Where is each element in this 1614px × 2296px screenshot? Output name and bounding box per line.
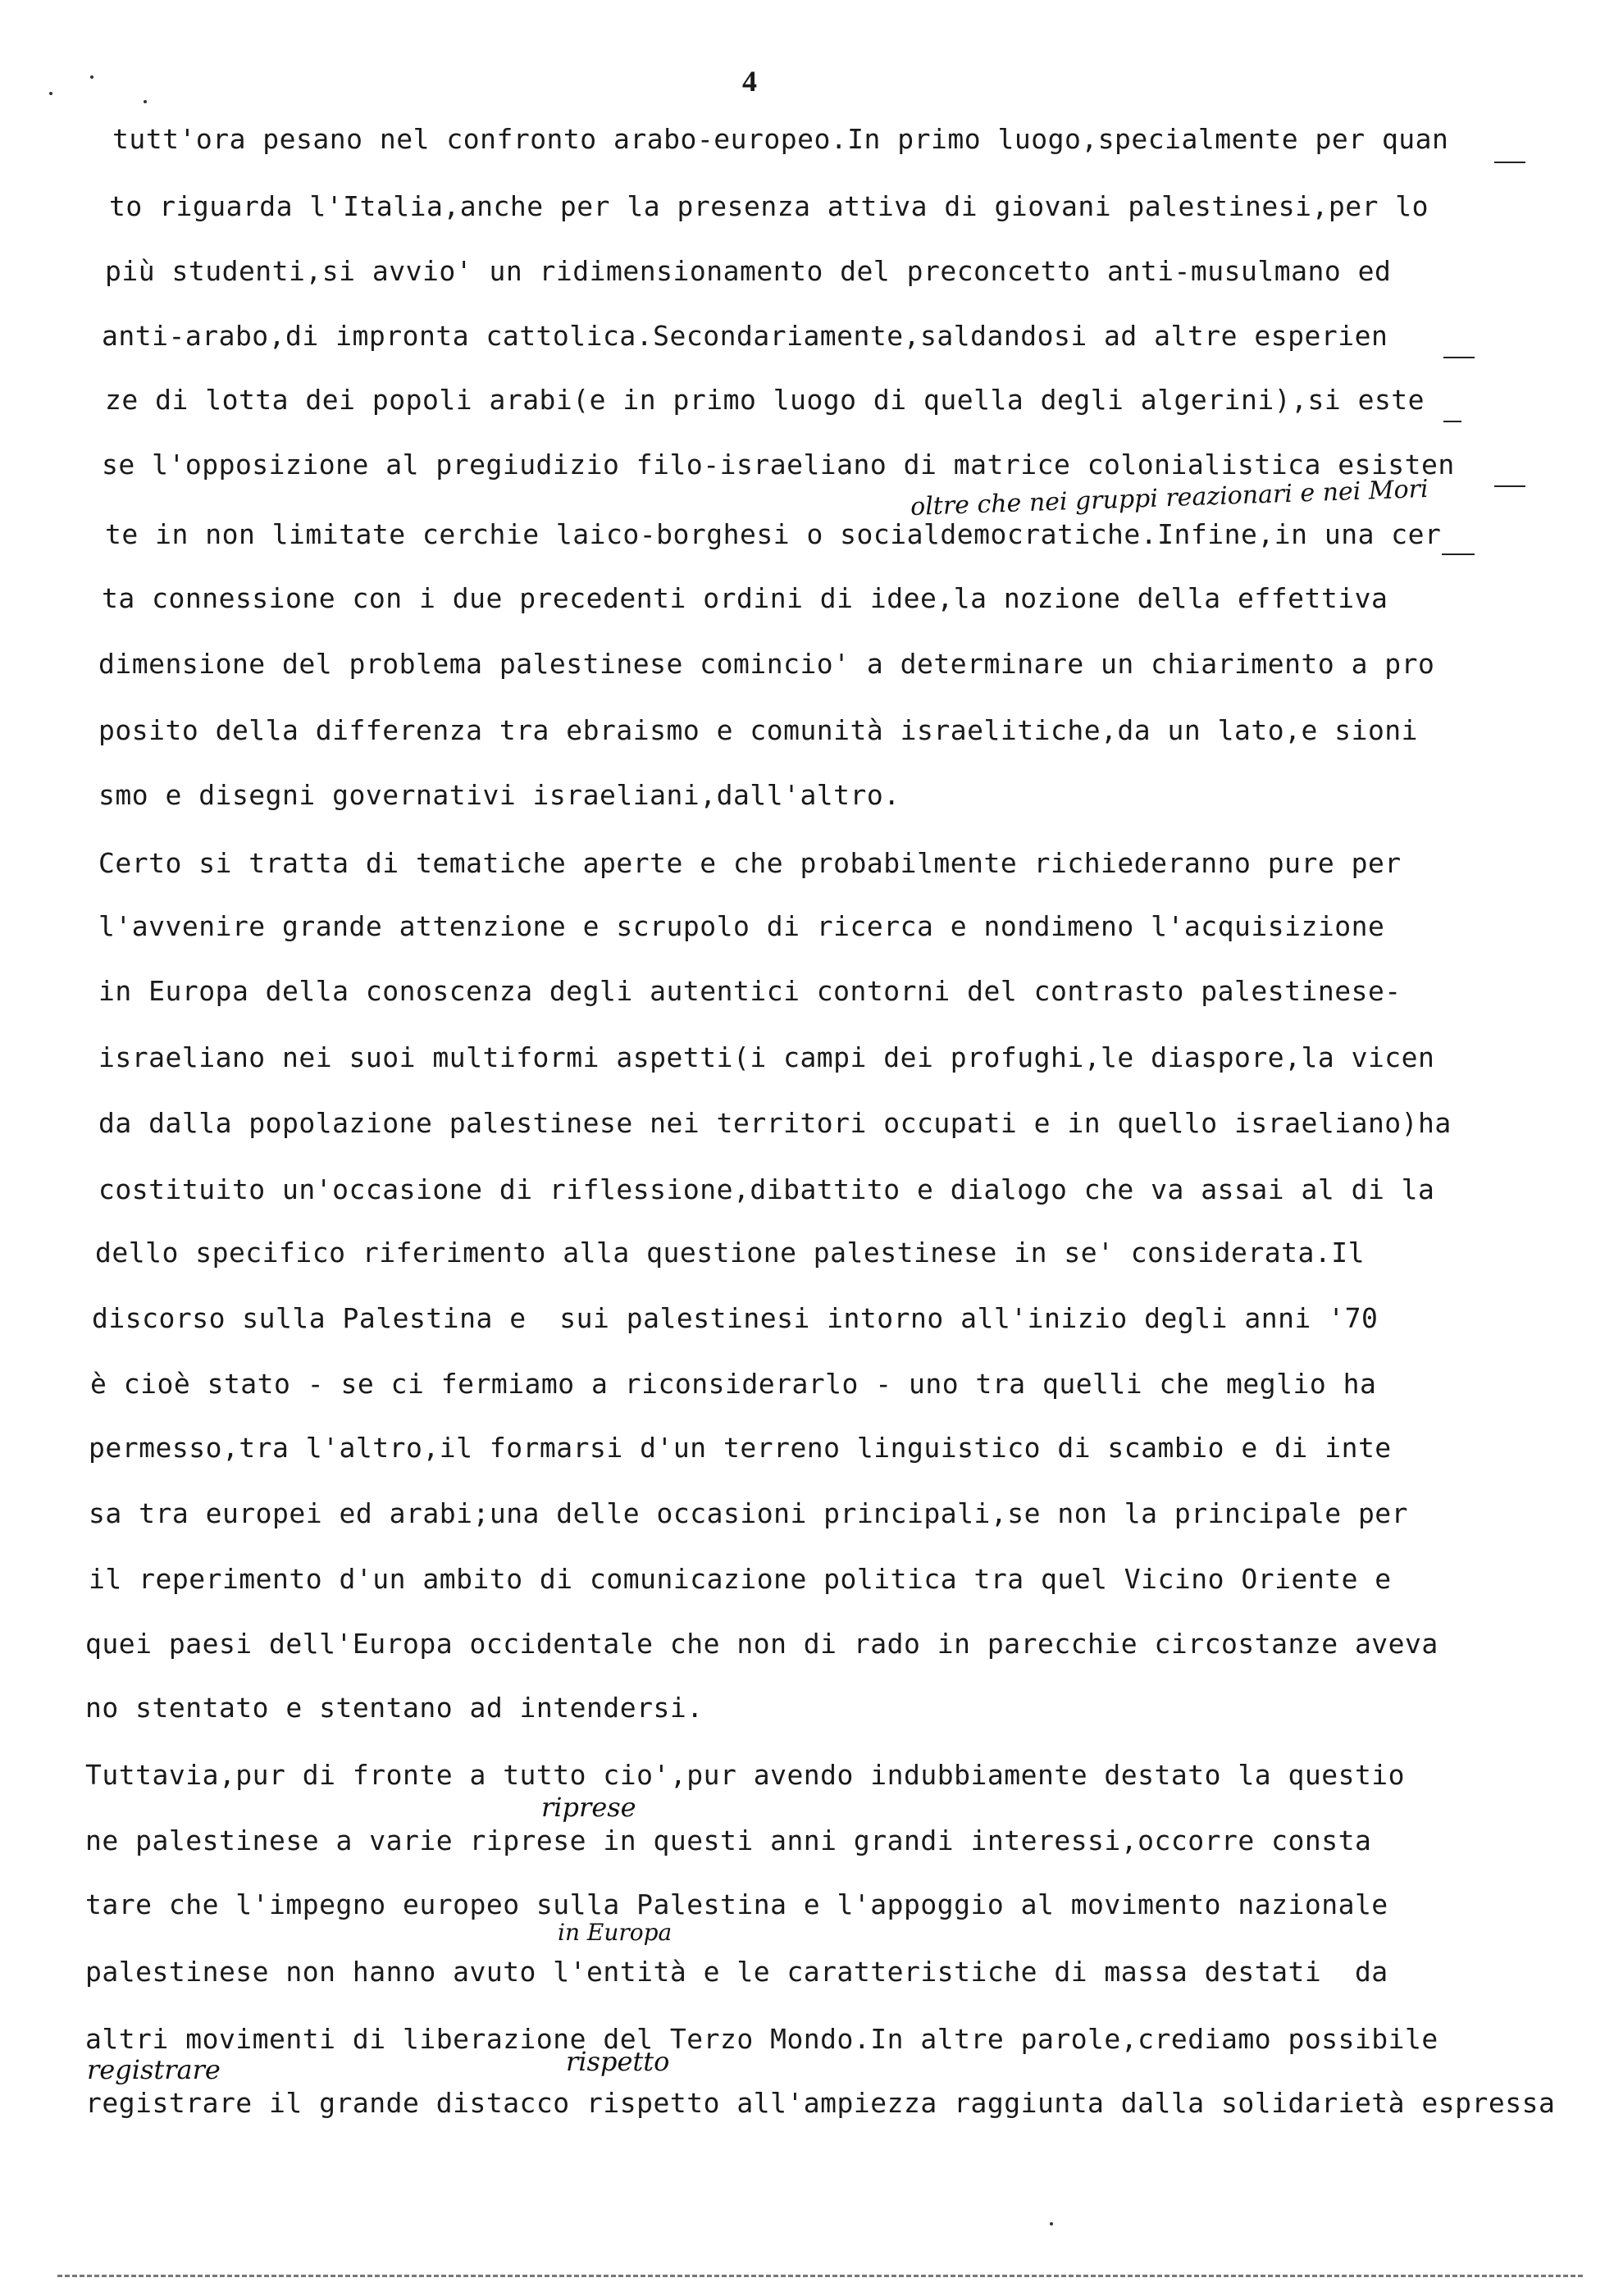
text-line: quei paesi dell'Europa occidentale che non di rado in parecchie circostanze aveva <box>85 1628 1438 1660</box>
text-line: anti-arabo,di impronta cattolica.Secondariamente,saldandosi ad altre esperien <box>102 320 1388 352</box>
text-line: tutt'ora pesano nel confronto arabo-europeo.In primo luogo,specialmente per quan <box>112 123 1449 155</box>
text-line: ta connessione con i due precedenti ordini di idee,la nozione della effettiva <box>102 582 1388 614</box>
text-line: smo e disegni governativi israeliani,dall'altro. <box>98 779 900 811</box>
text-line: il reperimento d'un ambito di comunicazione politica tra quel Vicino Oriente e <box>89 1563 1392 1595</box>
underline-mark <box>1443 421 1461 422</box>
text-line: Tuttavia,pur di fronte a tutto cio',pur avendo indubbiamente destato la questio <box>85 1759 1406 1791</box>
underline-mark <box>1443 357 1475 358</box>
text-line: israeliano nei suoi multiformi aspetti(i campi dei profughi,le diaspore,la vicen <box>98 1041 1435 1073</box>
text-line: sa tra europei ed arabi;una delle occasioni principali,se non la principale per <box>89 1497 1409 1529</box>
text-line: to riguarda l'Italia,anche per la presenza attiva di giovani palestinesi,per lo <box>109 190 1429 222</box>
scan-speck <box>144 100 147 103</box>
page-bottom-rule <box>57 2275 1583 2277</box>
text-line: più studenti,si avvio' un ridimensionamento del preconcetto anti-musulmano ed <box>105 255 1392 287</box>
text-line: ne palestinese a varie riprese in questi anni grandi interessi,occorre consta <box>85 1824 1372 1856</box>
handwritten-rispetto: rispetto <box>566 2046 670 2077</box>
handwritten-riprese: riprese <box>541 1792 636 1823</box>
text-line: tare che l'impegno europeo sulla Palestina e l'appoggio al movimento nazionale <box>85 1888 1388 1920</box>
handwritten-registrare: registrare <box>87 2054 221 2085</box>
underline-mark <box>1494 485 1525 487</box>
text-line: costituito un'occasione di riflessione,dibattito e dialogo che va assai al di la <box>98 1173 1435 1205</box>
text-line: palestinese non hanno avuto l'entità e le caratteristiche di massa destati da <box>85 1956 1388 1988</box>
text-line: discorso sulla Palestina e sui palestinesi intorno all'inizio degli anni '70 <box>92 1302 1379 1334</box>
text-line: ze di lotta dei popoli arabi(e in primo luogo di quella degli algerini),si este <box>105 384 1425 416</box>
page-number: 4 <box>742 65 757 98</box>
text-line: no stentato e stentano ad intendersi. <box>85 1692 704 1724</box>
text-line: da dalla popolazione palestinese nei territori occupati e in quello israeliano)ha <box>98 1107 1452 1139</box>
text-line: l'avvenire grande attenzione e scrupolo di ricerca e nondimeno l'acquisizione <box>98 910 1385 942</box>
underline-mark <box>1494 162 1525 163</box>
text-line: dello specifico riferimento alla questione palestinese in se' considerata.Il <box>95 1237 1365 1269</box>
underline-mark <box>1442 554 1475 555</box>
text-line: te in non limitate cerchie laico-borghesi o socialdemocratiche.Infine,in una cer <box>105 518 1442 550</box>
text-line: Certo si tratta di tematiche aperte e che probabilmente richiederanno pure per <box>98 847 1402 879</box>
text-line: altri movimenti di liberazione del Terzo Mondo.In altre parole,crediamo possibile <box>85 2023 1438 2055</box>
text-line: permesso,tra l'altro,il formarsi d'un terreno linguistico di scambio e di inte <box>89 1432 1392 1464</box>
scan-speck <box>1050 2222 1053 2225</box>
text-line: registrare il grande distacco rispetto all'ampiezza raggiunta dalla solidarietà espressa <box>85 2087 1556 2119</box>
scan-speck <box>49 92 52 95</box>
text-line: dimensione del problema palestinese comincio' a determinare un chiarimento a pro <box>98 648 1435 680</box>
scan-speck <box>90 75 93 79</box>
text-line: se l'opposizione al pregiudizio filo-israeliano di matrice colonialistica esisten <box>102 449 1455 481</box>
text-line: posito della differenza tra ebraismo e comunità israelitiche,da un lato,e sioni <box>98 714 1419 746</box>
handwritten-margin-note: oltre che nei gruppi reazionari e nei Mori <box>910 474 1429 522</box>
handwritten-in-europa: in Europa <box>558 1919 672 1946</box>
text-line: in Europa della conoscenza degli autentici contorni del contrasto palestinese- <box>98 975 1402 1007</box>
text-line: è cioè stato - se ci fermiamo a riconsiderarlo - uno tra quelli che meglio ha <box>90 1368 1377 1400</box>
